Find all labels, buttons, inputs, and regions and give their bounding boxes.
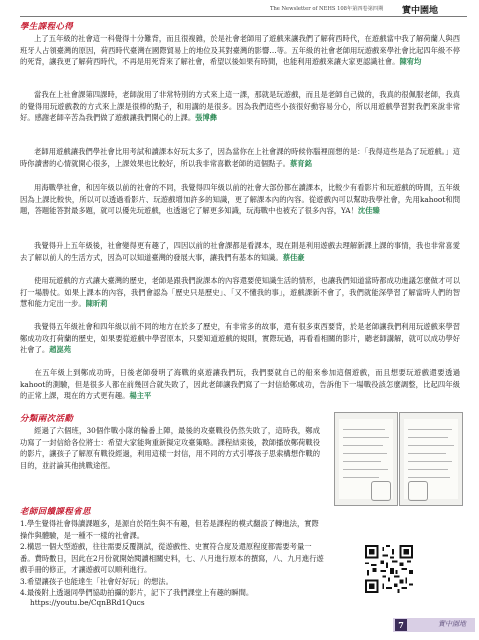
author-signature: 張博彝 <box>195 113 218 122</box>
exhibit-paragraph <box>20 425 320 471</box>
reflection-paragraph <box>20 182 460 217</box>
reflection-paragraph <box>20 33 460 68</box>
author-signature: 趙崑苑 <box>49 345 72 354</box>
letter-photo-right <box>399 412 463 506</box>
footer-mark: 實中園地 <box>438 620 466 628</box>
author-signature: 沈佳臻 <box>357 206 380 215</box>
reflection-paragraph <box>20 240 460 263</box>
author-signature: 蔡佳豪 <box>282 252 305 262</box>
reflection-text: 用海戰學社會，和因年級以前的社會的不同，我覺得四年級以前的社會大部份都在讀課本，比較少有看影片和玩遊戲的時間，五年級因為上課比較快，所以可以透過看影片、玩遊戲增加許多的知識，更了解課本內的內容。從遊戲內可以幫助我學社會，先用kahoot和問題，答題能答對最多題，就可以優先玩遊戲，也透過它了解更多知識，玩海戰中也被充了很多內容，YA！ <box>20 183 460 215</box>
reflection-paragraph <box>20 367 460 402</box>
list-item: 3.希望讓孩子也能達生「社會好好玩」的想法。 <box>20 576 173 586</box>
section-heading-reflection: 學生課程心得 <box>20 21 74 31</box>
header-rule <box>20 16 467 17</box>
reflection-text: 我覺得升上五年級後，社會變得更有趣了，四因以前的社會課都是看課本，現在則是利用遊戲去理解新課上課的事情，我也非常喜愛去了解以前人的生活方式，因為可以知道臺灣的發展大事，讓我們有基本的知識。 <box>20 241 460 262</box>
reflection-paragraph <box>20 146 460 169</box>
list-item: 2.構思一個大型遊戲，往往需要反覆測試，從遊戲性、史實符合度及還原程度都需要考量一番。費時數日，因此在2月份就開始閱讀相關史料，七、八月進行原本的撰寫，八、九月進行遊戲手冊的修正，才讓遊戲可以順利進行。 <box>20 542 324 574</box>
reflection-text: 我覺得五年級社會和四年級以前不同的地方在於多了歷史，有非常多的故事，還有很多東西要背，於是老師讓我們利用玩遊戲來學習鄭成功攻打荷蘭的歷史，如果要從遊戲中學習原本，只要知道遊戲的規則，實際玩過，再看看相關的影片，聽老師講解，就可以成功學好社會了。 <box>20 322 460 354</box>
reflection-text: 使用玩遊戲的方式讓大臺灣的歷史，老師是跟我們說課本的內容還要使知識生活的情形，也讓我們知道當時都成功進議怎麼做才可以打一場勝仗。如果上課本的內容，我們會認為「歷史只是歷史」、「又不懂我的事」，遊戲課新不會了，我們就能深學習了解當時人們的智慧和能力定出一步。 <box>20 276 460 308</box>
author-signature: 陳昕莉 <box>85 299 108 308</box>
reflection-text: 當我在上社會課第四課時，老師說用了非常特別的方式來上這一課，那就是玩遊戲，而且是老師自己做的，我真的很佩服老師，我真的覺得用玩遊戲教的方式來上課是很棒的點子，和用講的是很多。因為我們這些小孩很好動容易分心，所以用遊戲學習對我們來說非常好。感謝老師辛苦為我們做了遊戲讓我們開心的上課。 <box>20 90 460 122</box>
list-item: 1.學生覺得社會得讀課題多，是源自於陌生與不有趣，但若是課程的模式翻設了轉進法，實際操作與體驗，是一種不一樣的社會課。 <box>20 519 319 540</box>
column-title: 實中園地 <box>402 6 439 16</box>
qr-code[interactable] <box>365 545 413 593</box>
teacher-reflection-list <box>20 518 325 599</box>
author-signature: 蔡育銘 <box>289 158 312 168</box>
reflection-text: 在五年級上到鄭成功時，日後老師發明了海戰的桌遊讓我們玩，我們要就自己的船來參加這個遊戲，而且想要玩遊戲還要透過kahoot的測驗，但是很多人都在前幾回合就失敗了，因此老師讓我們寫了一封信給鄭成功，告訴他下一場戰役該怎麼調整，比起四年級的正常上課，現在的方式更有趣。 <box>20 368 460 400</box>
list-item: 4.最後附上透過同學們協助拍攝的影片，記下了我們課堂上有趣的瞬間。 <box>20 588 254 597</box>
author-signature: 陳宥均 <box>399 57 422 66</box>
reflection-text: 老師用遊戲讓我們學社會比用考試和讀課本好玩太多了，因為當你在上社會課的時候你腦裡面想的是：「我得這些是為了玩遊戲。」這時你讀書的心情就開心很多，上課效果也比較好，所以我非常喜歡老師的這個點子。 <box>20 147 460 168</box>
author-signature: 楊主平 <box>129 391 152 400</box>
video-link[interactable]: https://youtu.be/CqnBRd1Qucs <box>30 598 145 607</box>
page-number: 7 <box>395 619 407 631</box>
section-heading-teacher: 老師回饋課程省思 <box>20 506 91 516</box>
section-heading-exhibit: 分類兩次活動 <box>20 413 74 423</box>
exhibit-text: 經過了六個班，30個作戰小隊的輪番上陣，最後的攻臺戰役仍然失敗了，這時我，鄭成功寫了一封信給各位將士：希望大家能夠重新擬定攻臺策略。課程結束後，教師播放鄭荷戰役的影片，讓孩子了解原有戰役經過，利用這樣一封信，用不同的方式引導孩子思索構想作戰的目的，並討論其他挑戰途徑。 <box>20 426 320 470</box>
reflection-paragraph <box>20 275 460 310</box>
reflection-paragraph <box>20 89 460 124</box>
newsletter-label: The Newsletter of NEHS 108年第四卷第四期 <box>270 6 384 12</box>
reflection-text: 上了五年級的社會這一科覺得十分難背，而且很複雜，於是社會老師用了遊戲來讓我們了解荷西時代，在遊戲當中我了解荷蘭人與西班牙人占領臺灣的原因，荷西時代臺灣在國際貿易上的地位及其對臺灣的影響…等。五年級的社會老師用玩遊戲來學社會比起四年級不停的死背，讓我更了解荷西時代，不再是用死背來了解社會，希望以後如果有時間，也能利用遊戲來讓大家更認識社會。 <box>20 34 460 66</box>
reflection-paragraph <box>20 321 460 356</box>
letter-photo-left <box>334 412 398 506</box>
